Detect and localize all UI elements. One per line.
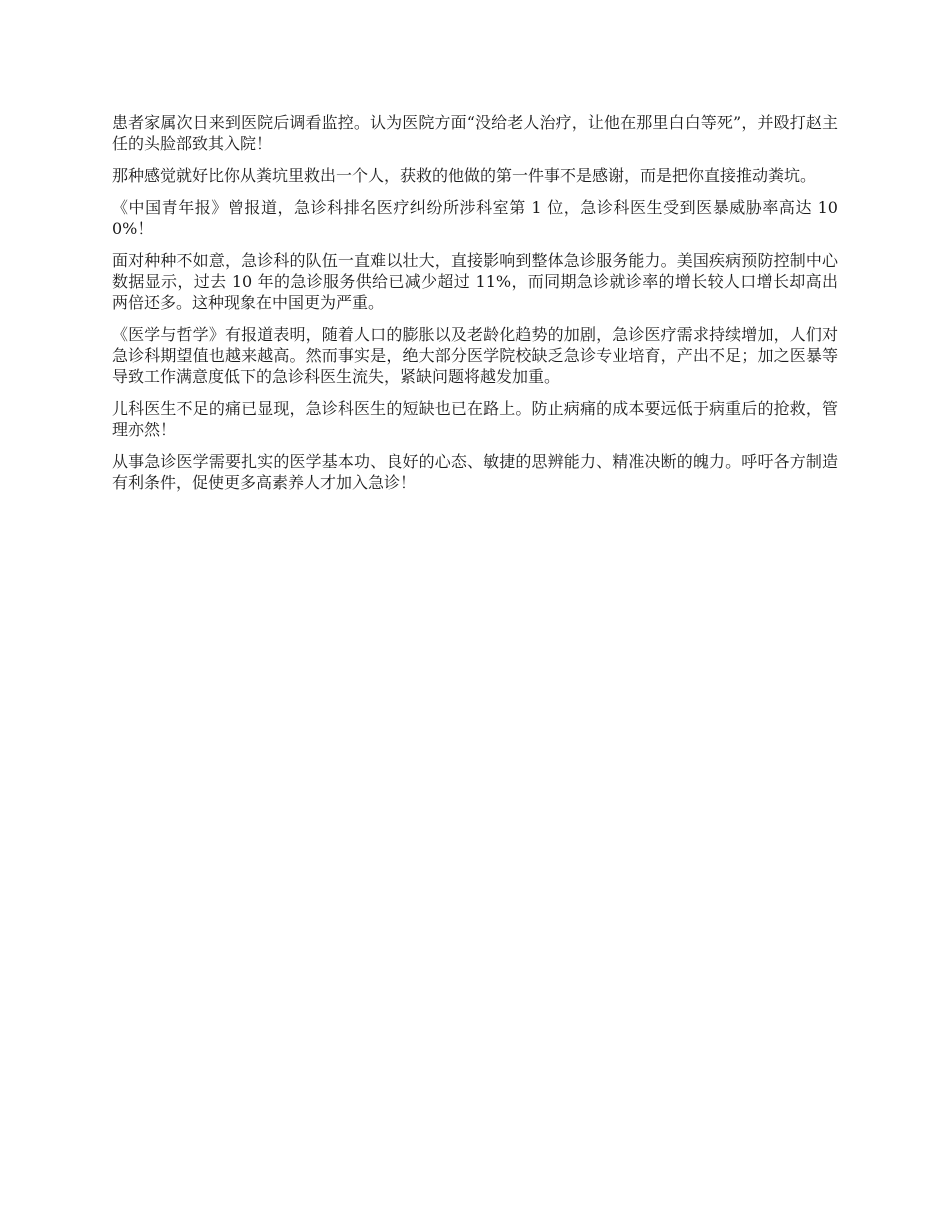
paragraph-4: 面对种种不如意，急诊科的队伍一直难以壮大，直接影响到整体急诊服务能力。美国疾病预防控制中心数据显示，过去 10 年的急诊服务供给已减少超过 11%，而同期急诊就诊率的增长较人口增长却高出两倍还多。这种现象在中国更为严重。 xyxy=(112,251,838,312)
paragraph-5: 《医学与哲学》有报道表明，随着人口的膨胀以及老龄化趋势的加剧，急诊医疗需求持续增加，人们对急诊科期望值也越来越高。然而事实是，绝大部分医学院校缺乏急诊专业培育，产出不足；加之医暴等导致工作满意度低下的急诊科医生流失，紧缺问题将越发加重。 xyxy=(112,325,838,386)
paragraph-6: 儿科医生不足的痛已显现，急诊科医生的短缺也已在路上。防止病痛的成本要远低于病重后的抢救，管理亦然！ xyxy=(112,399,838,439)
paragraph-1: 患者家属次日来到医院后调看监控。认为医院方面“没给老人治疗，让他在那里白白等死”，并殴打赵主任的头脸部致其入院！ xyxy=(112,113,838,153)
paragraph-3: 《中国青年报》曾报道，急诊科排名医疗纠纷所涉科室第 1 位，急诊科医生受到医暴威胁率高达 100%！ xyxy=(112,198,838,238)
paragraph-2: 那种感觉就好比你从粪坑里救出一个人，获救的他做的第一件事不是感谢，而是把你直接推动粪坑。 xyxy=(112,166,817,185)
paragraph-7: 从事急诊医学需要扎实的医学基本功、良好的心态、敏捷的思辨能力、精准决断的魄力。呼吁各方制造有利条件，促使更多高素养人才加入急诊！ xyxy=(112,452,838,492)
document-body xyxy=(112,112,838,504)
